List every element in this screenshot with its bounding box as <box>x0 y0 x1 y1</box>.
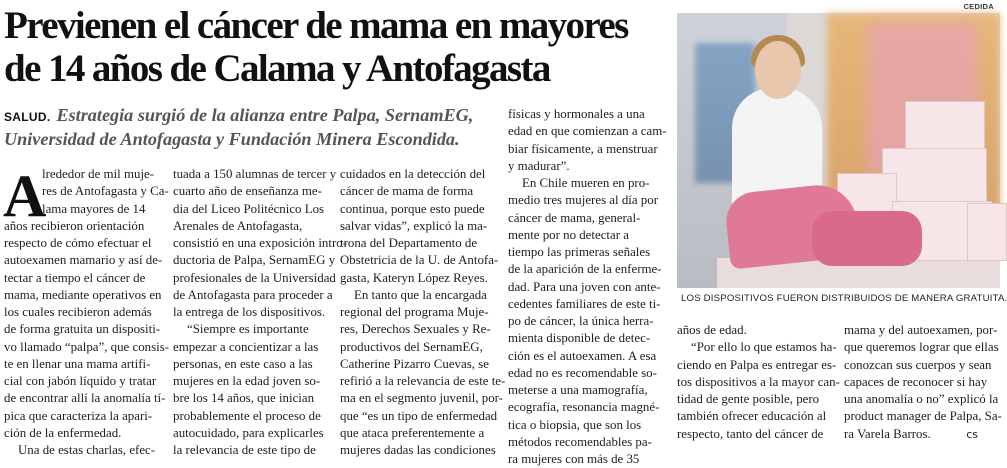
article-line: product manager de Palpa, Sa- <box>844 409 1002 424</box>
article-line: autoexamen mamario y así de- <box>4 253 163 268</box>
article-line: Obstetricia de la U. de Antofa- <box>340 253 499 268</box>
article-line: dad. Para una joven con ante- <box>508 279 661 294</box>
article-line: trona del Departamento de <box>340 236 478 250</box>
dropcap: A <box>3 163 47 229</box>
article-column-1 <box>3 163 170 459</box>
article-line: dia del Liceo Politécnico Los <box>173 201 325 216</box>
article-line: autocuidado, para explicarles <box>173 425 324 440</box>
article-line: continua, porque esto puede <box>340 201 485 216</box>
article-line: salvar vidas”, explicó la ma- <box>340 218 488 233</box>
article-line: también ofrecer educación al <box>677 409 827 424</box>
article-line: res, Derechos Sexuales y Re- <box>340 322 491 337</box>
article-line: mente por no detectar a <box>508 227 629 242</box>
article-line: de encontrar allí la anomalía tí- <box>4 391 166 406</box>
article-line: tos dispositivos a la mayor can- <box>677 374 840 389</box>
article-line: cedentes familiares de este ti- <box>508 296 661 311</box>
article-line: vo llamado “palpa”, que consis- <box>4 339 170 354</box>
article-line: ductoria de Palpa, SernamEG y <box>173 253 336 268</box>
article-line: una anomalía o no” explicó la <box>844 392 999 406</box>
article-line: bre los 14 años, que inician <box>173 391 315 406</box>
article-line: de forma gratuita un dispositi- <box>4 322 161 337</box>
photo-credit: CEDIDA <box>963 2 994 11</box>
article-line: tidad de gente posible, pero <box>677 392 820 406</box>
headline-line: Previenen el cáncer de mama en mayores <box>4 4 628 47</box>
article-line: ecografía, resonancia magné- <box>508 400 660 415</box>
article-line: mujeres dadas las condiciones <box>340 443 496 457</box>
headline <box>4 4 680 90</box>
article-column-4 <box>508 106 666 468</box>
article-line: edad en que comienzan a cam- <box>508 124 667 139</box>
article-line: que ataca preferentemente a <box>340 425 485 440</box>
article-line: ciendo en Palpa es entregar es- <box>677 357 837 372</box>
article-line: edad no es recomendable so- <box>508 365 657 380</box>
article-line: “Siempre es importante <box>187 322 309 337</box>
article-line: conozcan sus cuerpos y sean <box>844 357 992 372</box>
article-line: po de cáncer, la única herra- <box>508 314 654 328</box>
deck <box>4 104 496 150</box>
article-line: lama mayores de 14 <box>42 201 146 216</box>
article-line: En tanto que la encargada <box>354 287 487 302</box>
article-column-6 <box>844 322 1000 443</box>
article-line: medio tres mujeres al día por <box>508 193 658 208</box>
article-line: ma en el segmento juvenil, por- <box>340 391 503 406</box>
deck-line: Universidad de Antofagasta y Fundación Minera Escondida. <box>4 129 460 149</box>
article-line: capaces de reconocer si hay <box>844 374 988 389</box>
article-line: “Por ello lo que estamos ha- <box>691 340 837 355</box>
article-line: biar físicamente, a menstruar <box>508 141 658 156</box>
article-line: los cuales recibieron además <box>4 305 152 319</box>
article-column-3 <box>340 166 506 459</box>
article-line: ra Varela Barros. cs <box>844 426 979 441</box>
article-line: la relevancia de este tipo de <box>173 443 316 457</box>
article-line: consistió en una exposición intro- <box>173 236 347 250</box>
article-line: cial con jabón líquido y tratar <box>4 374 157 388</box>
article-column-5 <box>677 322 840 443</box>
article-line: Catherine Pizarro Cuevas, se <box>340 356 489 371</box>
article-line: cáncer de mama, general- <box>508 210 641 225</box>
article-line: años recibieron orientación <box>4 218 145 233</box>
article-line: ción es el autoexamen. A esa <box>508 348 657 363</box>
article-line: ra mujeres con más de 35 <box>508 452 640 466</box>
article-line: En Chile mueren en pro- <box>522 176 650 190</box>
photo-caption: LOS DISPOSITIVOS FUERON DISTRIBUIDOS DE MANERA GRATUITA. <box>681 293 1007 304</box>
article-line: personas, en este caso a las <box>173 356 313 371</box>
article-line: métodos recomendables pa- <box>508 434 652 449</box>
article-line: y madurar”. <box>508 158 570 173</box>
article-line: mama y del autoexamen, por- <box>844 323 998 337</box>
article-line: tuada a 150 alumnas de tercer y <box>173 167 337 181</box>
deck-line <box>4 104 496 128</box>
article-line: refirió a la relevancia de este te- <box>340 374 506 388</box>
article-line: tectar a tiempo el cáncer de <box>4 270 146 285</box>
end-mark: cs <box>962 427 979 441</box>
article-line: Una de estas charlas, efec- <box>18 443 156 457</box>
article-column-2 <box>173 166 347 459</box>
article-line: cáncer de mama de forma <box>340 184 474 199</box>
article-line: lrededor de mil muje- <box>42 167 155 181</box>
article-line: mienta disponible de detec- <box>508 331 651 346</box>
article-line: empezar a concientizar a las <box>173 339 319 354</box>
headline-line: de 14 años de Calama y Antofagasta <box>4 47 550 90</box>
article-line: tica o biopsia, que son los <box>508 417 642 432</box>
article-line: respecto de cómo efectuar el <box>4 236 152 250</box>
article-line: productivos del SernamEG, <box>340 339 483 354</box>
article-line: físicas y hormonales a una <box>508 107 645 121</box>
article-line: de la aparición de la enferme- <box>508 262 662 277</box>
article-line: ción de la enfermedad. <box>4 425 122 440</box>
article-line: pica que caracteriza la apari- <box>4 408 153 423</box>
article-line: res de Antofagasta y Ca- <box>42 184 169 199</box>
article-line: años de edad. <box>677 323 747 337</box>
article-line: la entrega de los dispositivos. <box>173 305 326 319</box>
article-line: tiempo las primeras señales <box>508 245 651 259</box>
section-kicker: SALUD. <box>4 110 51 124</box>
article-line: profesionales de la Universidad <box>173 270 336 285</box>
article-line: gasta, Kateryn López Reyes. <box>340 270 488 285</box>
article-line: que “es un tipo de enfermedad <box>340 408 498 423</box>
article-line: cuarto año de enseñanza me- <box>173 184 322 199</box>
article-line: que queremos lograr que ellas <box>844 340 999 355</box>
article-line: regional del programa Muje- <box>340 305 489 319</box>
article-line: mama, mediante operativos en <box>4 287 162 302</box>
article-line: respecto, tanto del cáncer de <box>677 426 824 441</box>
article-line: Arenales de Antofagasta, <box>173 218 303 233</box>
article-line: mujeres en la edad joven so- <box>173 374 321 388</box>
article-line: probablemente el proceso de <box>173 408 321 423</box>
deck-text: Estrategia surgió de la alianza entre Palpa, SernamEG, <box>56 105 474 125</box>
article-line: de Antofagasta para proceder a <box>173 287 333 302</box>
article-line: cuidados en la detección del <box>340 167 486 181</box>
article-line: meterse a una mamografía, <box>508 383 648 397</box>
article-line: te en llenar una mama artifi- <box>4 356 151 371</box>
article-photo <box>677 13 1000 288</box>
